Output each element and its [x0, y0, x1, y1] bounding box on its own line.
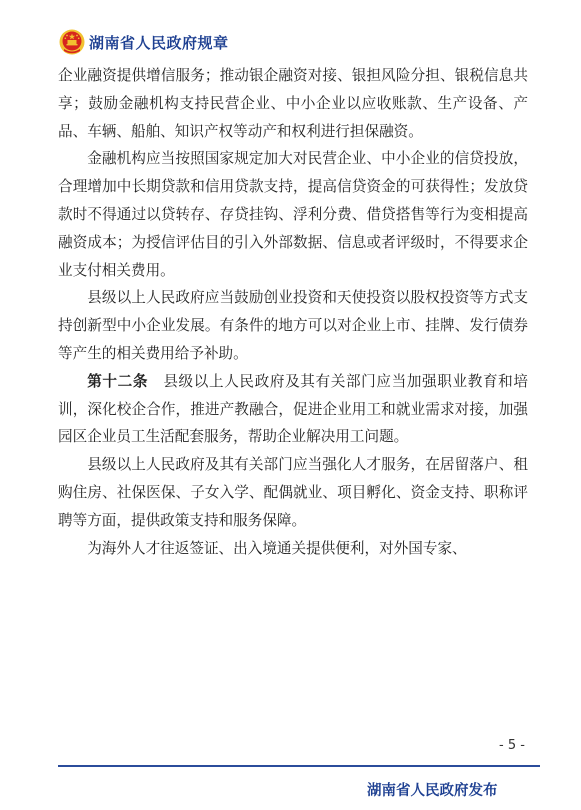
- paragraph-financial-institutions: 金融机构应当按照国家规定加大对民营企业、中小企业的信贷投放，合理增加中长期贷款和信用贷款支持，提高信贷资金的可获得性；发放贷款时不得通过以贷转存、存贷挂钩、浮利分费、借贷搭售等行为变相提高融资成本；为授信评估目的引入外部数据、信息或者评级时，不得要求企业支付相关费用。: [58, 150, 528, 279]
- page-number: - 5 -: [499, 738, 525, 753]
- document-body: [58, 62, 528, 562]
- footer-divider: [58, 765, 540, 767]
- page-header: [59, 29, 229, 55]
- article-number: 第十二条: [87, 372, 149, 390]
- paragraph-talent-services: 县级以上人民政府及其有关部门应当强化人才服务，在居留落户、租购住房、社保医保、子女入学、配偶就业、项目孵化、资金支持、职称评聘等方面，提供政策支持和服务保障。: [58, 456, 528, 529]
- footer-publisher: 湖南省人民政府发布: [367, 783, 498, 799]
- paragraph-equity-investment: 县级以上人民政府应当鼓励创业投资和天使投资以股权投资等方式支持创新型中小企业发展。有条件的地方可以对企业上市、挂牌、发行债券等产生的相关费用给予补助。: [58, 289, 528, 362]
- document-series-title: 湖南省人民政府规章: [89, 33, 229, 52]
- paragraph-continued: 企业融资提供增信服务；推动银企融资对接、银担风险分担、银税信息共享；鼓励金融机构支持民营企业、中小企业以应收账款、生产设备、产品、车辆、船舶、知识产权等动产和权利进行担保融资。: [58, 67, 528, 140]
- national-emblem-icon: [59, 29, 85, 55]
- article-12-text: 县级以上人民政府及其有关部门应当加强职业教育和培训，深化校企合作，推进产教融合，促进企业用工和就业需求对接，加强园区企业员工生活配套服务，帮助企业解决用工问题。: [58, 372, 528, 446]
- paragraph-overseas-talent: 为海外人才往返签证、出入境通关提供便利，对外国专家、: [87, 539, 467, 557]
- paragraph-article-12: [58, 368, 528, 451]
